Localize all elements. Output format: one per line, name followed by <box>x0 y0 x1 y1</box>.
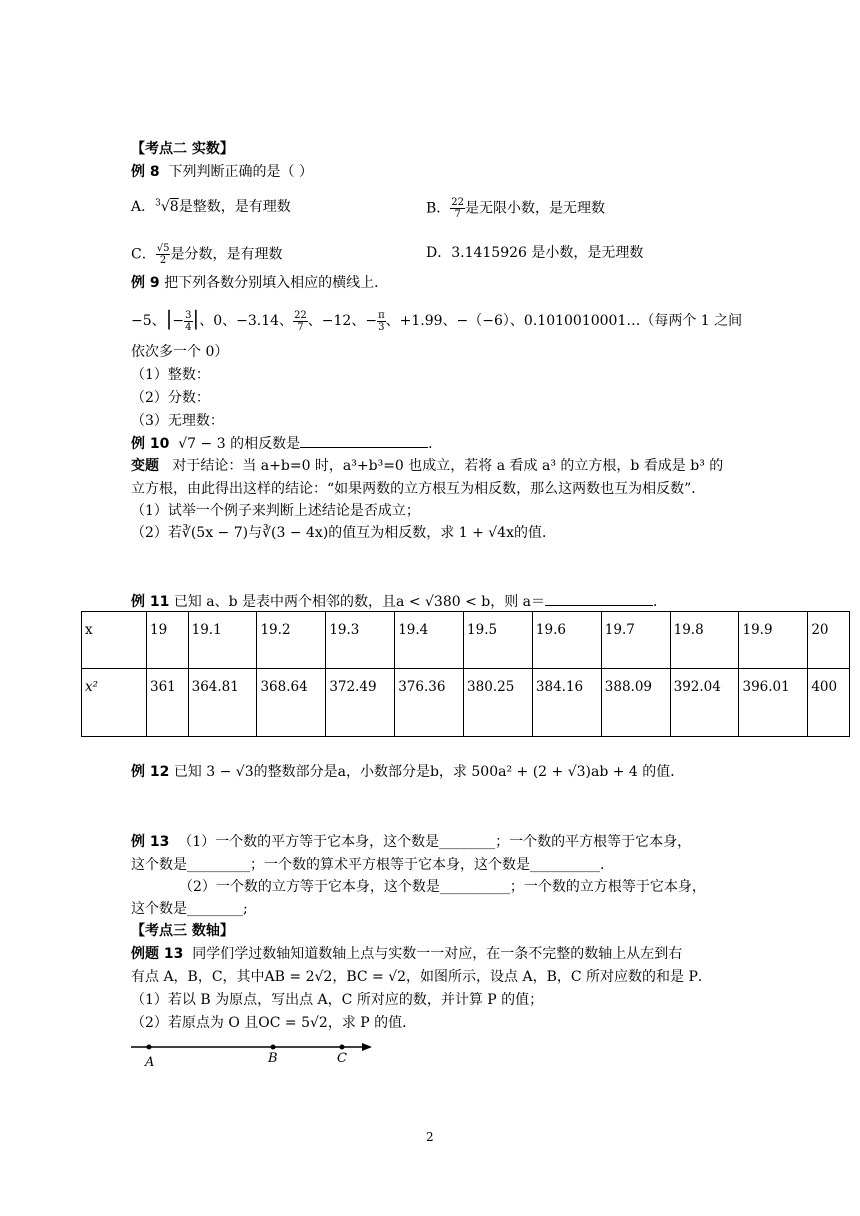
example-13b-line2: 有点 A，B，C，其中AB = 2√2，BC = √2，如图所示，设点 A，B，C 所对应数的和是 P． <box>131 969 712 985</box>
variant-q1: （1）试举一个例子来判断上述结论是否成立； <box>131 503 420 519</box>
variant-problem: 变题 对于结论：当 a+b=0 时，a³+b³=0 也成立，若将 a 看成 a³ 的立方根，b 看成是 b³ 的 <box>131 458 724 474</box>
label-c: C <box>337 1051 347 1066</box>
option-c: C． $\frac{√5}{2}$ 是分数，是有理数 <box>131 243 283 266</box>
example-13b-q2: （2）若原点为 O 且OC = 5√2，求 P 的值． <box>131 1015 417 1031</box>
label-a: A <box>145 1055 155 1070</box>
example-9: 例 9 把下列各数分别填入相应的横线上． <box>131 275 389 291</box>
section-heading-2: 【考点二 实数】 <box>131 141 234 157</box>
variant-q2: （2）若∛(5x − 7)与∛(3 − 4x)的值互为相反数，求 1 + √4x的值． <box>131 525 556 541</box>
variant-line2: 立方根，由此得出这样的结论：“如果两数的立方根互为相反数，那么这两数也互为相反数”． <box>131 481 706 497</box>
example-9-line2: 依次多一个 0） <box>131 344 229 360</box>
example-8: 例 8 下列判断正确的是（ ） <box>131 164 313 180</box>
example-11: 例 11 已知 a、b 是表中两个相邻的数，且a < √380 < b，则 a＝ ． <box>131 591 667 612</box>
example-10: 例 10 √7 − 3 的相反数是 ． <box>131 433 442 454</box>
example-12: 例 12 已知 3 − √3的整数部分是a，小数部分是b，求 500a² + (2 + √3)ab + 4 的值． <box>131 764 685 780</box>
point-a <box>147 1045 152 1050</box>
example-13-line3: （2）一个数的立方等于它本身，这个数是__________；一个数的立方根等于它本身， <box>179 879 706 895</box>
section-heading-3: 【考点三 数轴】 <box>131 923 234 939</box>
table-row: x² 361 364.81 368.64 372.49 376.36 380.25 384.16 388.09 392.04 396.01 400 <box>82 669 850 737</box>
q-integers: （1）整数： <box>131 367 210 383</box>
point-b <box>271 1045 276 1050</box>
label-b: B <box>268 1051 278 1066</box>
option-b: B． $\frac{22}{7}$ 是无限小数，是无理数 <box>426 197 606 220</box>
example-13-line4: 这个数是________; <box>131 901 248 917</box>
axis-arrow <box>362 1043 372 1051</box>
table-row: x 19 19.1 19.2 19.3 19.4 19.5 19.6 19.7 19.8 19.9 20 <box>82 612 850 669</box>
example-13: 例 13 （1）一个数的平方等于它本身，这个数是________；一个数的平方根等于它本身， <box>131 834 692 850</box>
option-d: D．3.1415926 是小数，是无理数 <box>426 245 644 261</box>
q-fractions: （2）分数： <box>131 390 210 406</box>
example-13-line2: 这个数是_________；一个数的算术平方根等于它本身，这个数是__________． <box>131 857 614 873</box>
example-13b: 例题 13 同学们学过数轴知道数轴上点与实数一一对应，在一条不完整的数轴上从左到右 <box>131 946 683 962</box>
option-a: A．$^3$√8是整数，是有理数 <box>131 198 291 215</box>
example-9-numbers: −5、|− $\frac{3}{4}$ |、0、−3.14、 $\frac{22}{7}$ 、−12、− $\frac{\pi}{3}$ 、+1.99、−（−6）、0.1010010001…（每两个 1 之间 <box>131 306 743 333</box>
q-irrationals: （3）无理数： <box>131 413 224 429</box>
page-number: 2 <box>426 1130 434 1144</box>
point-c <box>340 1045 345 1050</box>
example-13b-q1: （1）若以 B 为原点，写出点 A，C 所对应的数，并计算 P 的值； <box>131 992 544 1008</box>
